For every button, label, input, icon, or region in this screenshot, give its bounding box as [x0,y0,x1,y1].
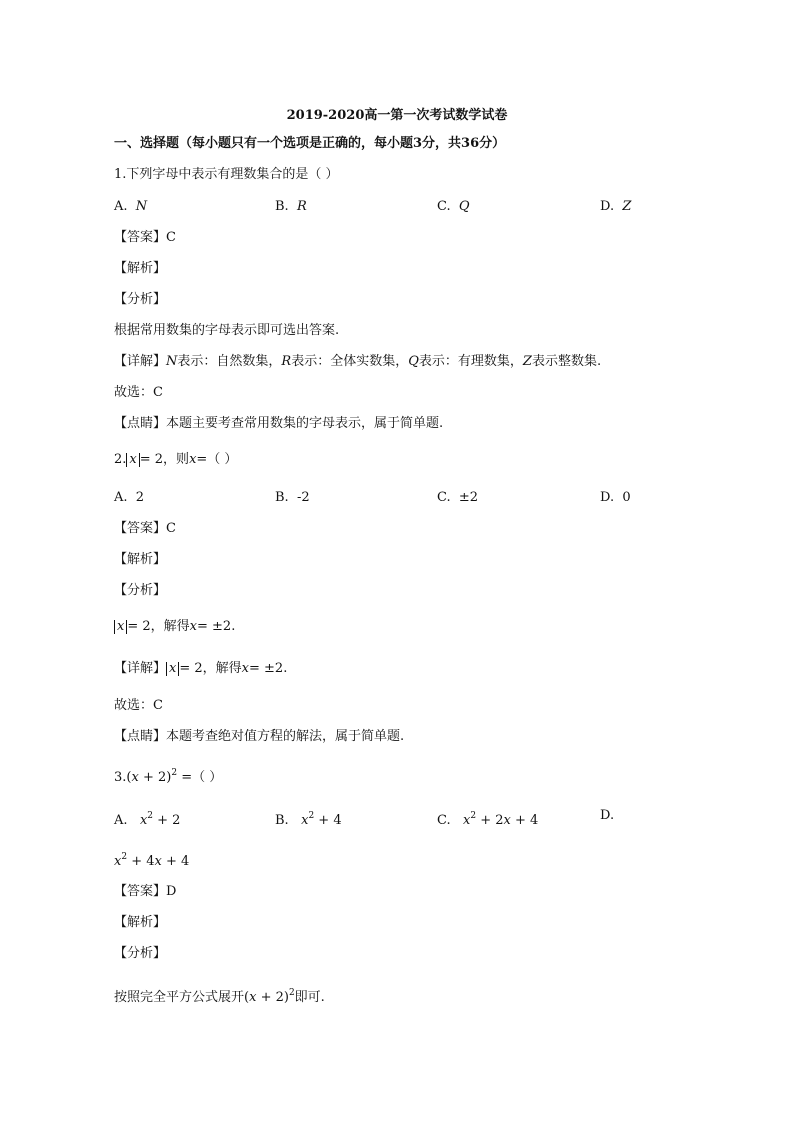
q3-fenxi-label: 【分析】 [114,946,167,961]
q2-answer: 【答案】C [114,521,176,536]
q3-option-d-expr: $x^2 + 4x + 4$ [114,852,190,869]
q2-choose: 故选：C [114,698,163,713]
q2-detail: 【详解】 x = 2，解得x= ±2. [114,661,288,676]
q1-detail: 【详解】N表示：自然数集，R表示：全体实数集，Q表示：有理数集，Z表示整数集. [114,354,602,369]
q2-comment: 【点睛】本题考查绝对值方程的解法，属于简单题. [114,729,405,744]
q1-choose: 故选：C [114,385,163,400]
q2-option-c: C. ±2 [437,490,479,505]
q3-stem: $3.(x + 2)^2$ =（ ） [114,768,223,785]
q2-fenxi: x = 2，解得x= ±2. [114,618,235,636]
q3-option-b: B. $x^2 + 4$ [275,811,342,828]
q1-fenxi-label: 【分析】 [114,292,167,307]
q2-stem: 2. x = 2，则x=（ ） [114,452,238,467]
q1-comment: 【点睛】本题主要考查常用数集的字母表示，属于简单题. [114,416,444,431]
q1-option-c: C. Q [437,199,470,214]
q2-option-d: D. 0 [600,490,631,505]
q2-analysis-label: 【解析】 [114,552,167,567]
q1-option-b: B. R [275,199,307,214]
q1-fenxi: 根据常用数集的字母表示即可选出答案. [114,323,340,338]
page-title: 2019-2020高一第一次考试数学试卷 [286,108,508,123]
q3-option-a: A. $x^2 + 2$ [114,811,181,828]
q2-option-a: A. 2 [114,490,145,505]
q1-answer: 【答案】C [114,230,176,245]
q3-analysis-label: 【解析】 [114,915,167,930]
q1-option-a: A. N [114,199,148,214]
q3-option-d: D. [600,808,615,823]
section-heading: 一、选择题（每小题只有一个选项是正确的，每小题3分，共36分） [114,136,506,151]
q1-stem: 1.下列字母中表示有理数集合的是（ ） [114,167,339,182]
q1-option-d: D. Z [600,199,632,214]
q1-analysis-label: 【解析】 [114,261,167,276]
q3-answer: 【答案】D [114,884,177,899]
q2-fenxi-label: 【分析】 [114,583,167,598]
q2-option-b: B. -2 [275,490,310,505]
q3-fenxi: 按照完全平方公式展开$(x + 2)^2$即可. [114,988,325,1005]
q3-option-c: C. $x^2 + 2x + 4$ [437,811,539,828]
